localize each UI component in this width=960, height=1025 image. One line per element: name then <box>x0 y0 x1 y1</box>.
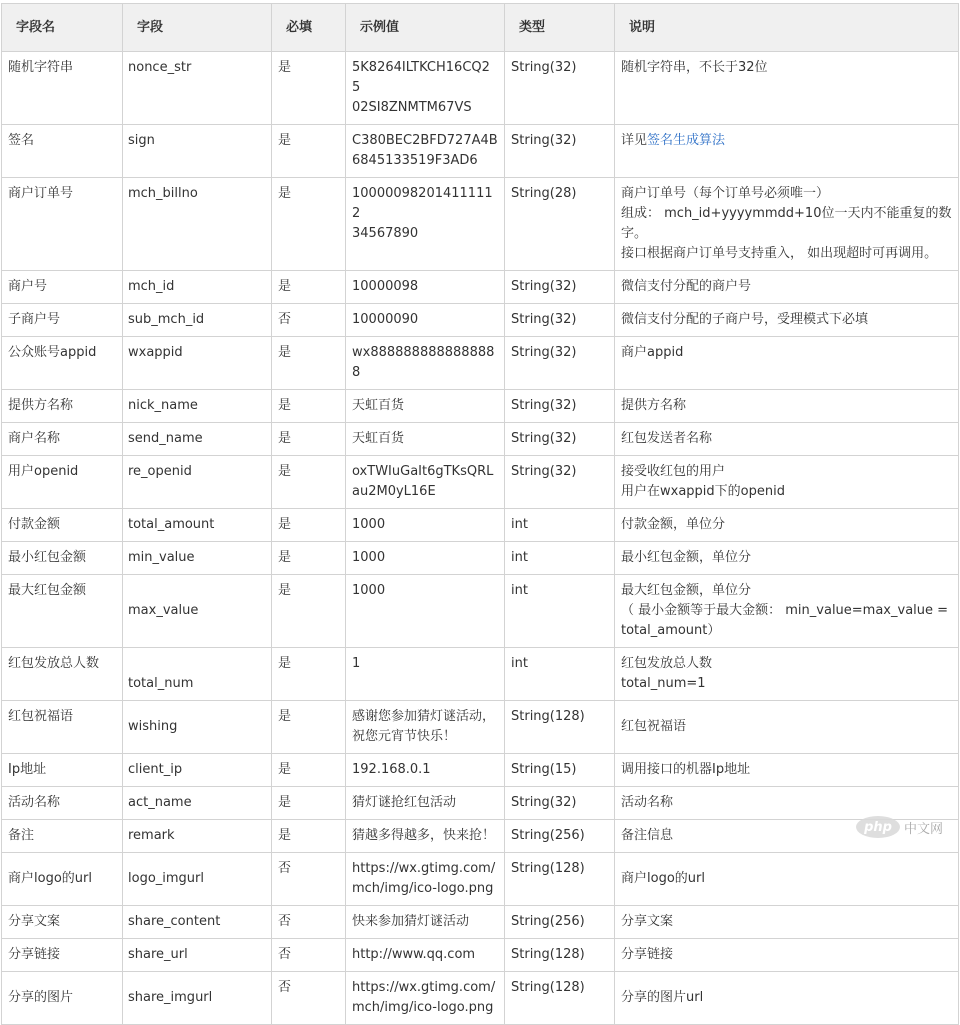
field-key-text: wishing <box>128 719 178 734</box>
description-line: 随机字符串，不长于32位 <box>621 60 768 75</box>
field-name-text: 商户订单号 <box>8 186 74 201</box>
required-text: 否 <box>278 861 292 876</box>
cell-example <box>346 52 505 125</box>
cell-example <box>346 337 505 390</box>
description-line: 调用接口的机器Ip地址 <box>621 762 751 777</box>
cell-field <box>123 853 272 906</box>
example-line: mch/img/ico-logo.png <box>352 881 494 896</box>
field-key-text: sign <box>128 133 155 148</box>
cell-example <box>346 820 505 853</box>
type-text: String(32) <box>511 795 577 810</box>
cell-required <box>272 972 346 1025</box>
cell-field-name <box>2 787 123 820</box>
cell-required <box>272 906 346 939</box>
cell-type <box>505 178 615 271</box>
table-header-row <box>2 4 959 52</box>
cell-field <box>123 509 272 542</box>
cell-example <box>346 542 505 575</box>
required-text: 是 <box>278 709 292 724</box>
cell-type <box>505 939 615 972</box>
field-name-text: 提供方名称 <box>8 398 74 413</box>
cell-field-name <box>2 939 123 972</box>
cell-example <box>346 972 505 1025</box>
example-line: 猜越多得越多，快来抢！ <box>352 828 496 843</box>
cell-field-name <box>2 509 123 542</box>
table-row <box>2 906 959 939</box>
cell-field-name <box>2 701 123 754</box>
cell-type <box>505 648 615 701</box>
cell-type <box>505 853 615 906</box>
type-text: String(256) <box>511 914 585 929</box>
cell-type <box>505 701 615 754</box>
cell-required <box>272 52 346 125</box>
type-text: String(15) <box>511 762 577 777</box>
field-key-text: share_url <box>128 947 188 962</box>
example-line: 感谢您参加猜灯谜活动， <box>352 709 496 724</box>
type-text: String(32) <box>511 133 577 148</box>
description-prefix: 详见 <box>621 133 648 148</box>
example-line: 5K8264ILTKCH16CQ25 <box>352 60 490 95</box>
type-text: int <box>511 656 528 671</box>
table-row <box>2 178 959 271</box>
required-text: 是 <box>278 186 292 201</box>
example-line: https://wx.gtimg.com/ <box>352 861 496 876</box>
table-row <box>2 754 959 787</box>
table-row <box>2 542 959 575</box>
example-line: 天虹百货 <box>352 398 405 413</box>
field-name-text: 红包发放总人数 <box>8 656 100 671</box>
cell-required <box>272 648 346 701</box>
description-line: 红包祝福语 <box>621 719 687 734</box>
description-line: 提供方名称 <box>621 398 687 413</box>
type-text: String(32) <box>511 398 577 413</box>
type-text: String(28) <box>511 186 577 201</box>
required-text: 是 <box>278 656 292 671</box>
table-row <box>2 575 959 648</box>
cell-example <box>346 509 505 542</box>
cell-field <box>123 972 272 1025</box>
cell-example <box>346 178 505 271</box>
cell-field-name <box>2 337 123 390</box>
cell-field <box>123 456 272 509</box>
cell-field <box>123 178 272 271</box>
example-line: 天虹百货 <box>352 431 405 446</box>
example-line: 10000098 <box>352 279 419 294</box>
field-key-text: min_value <box>128 550 195 565</box>
required-text: 是 <box>278 583 292 598</box>
required-text: 否 <box>278 947 292 962</box>
signature-algorithm-link[interactable]: 签名生成算法 <box>647 133 726 148</box>
field-name-text: 最大红包金额 <box>8 583 87 598</box>
cell-required <box>272 337 346 390</box>
cell-type <box>505 271 615 304</box>
cell-required <box>272 423 346 456</box>
field-key-text: logo_imgurl <box>128 871 204 886</box>
table-row <box>2 456 959 509</box>
example-line: 10000098201411111 2 <box>352 186 493 221</box>
example-line: https://wx.gtimg.com/ <box>352 980 496 995</box>
cell-field-name <box>2 271 123 304</box>
type-text: String(128) <box>511 861 585 876</box>
description-line: 商户appid <box>621 345 684 360</box>
field-name-text: 用户openid <box>8 464 79 479</box>
cell-type <box>505 754 615 787</box>
cell-description <box>615 754 959 787</box>
field-key-text: mch_id <box>128 279 175 294</box>
required-text: 是 <box>278 828 292 843</box>
cell-field-name <box>2 853 123 906</box>
type-text: String(32) <box>511 345 577 360</box>
cell-description <box>615 390 959 423</box>
table-row <box>2 125 959 178</box>
cell-field-name <box>2 648 123 701</box>
description-line: 微信支付分配的子商户号，受理模式下必填 <box>621 312 869 327</box>
required-text: 是 <box>278 464 292 479</box>
cell-description <box>615 52 959 125</box>
table-row <box>2 271 959 304</box>
cell-field <box>123 701 272 754</box>
description-line: 商户订单号（每个订单号必须唯一） <box>621 186 830 201</box>
cell-example <box>346 754 505 787</box>
field-key-text: share_content <box>128 914 221 929</box>
cell-description <box>615 304 959 337</box>
cell-required <box>272 390 346 423</box>
cell-field <box>123 423 272 456</box>
example-line: 快来参加猜灯谜活动 <box>352 914 470 929</box>
cell-field-name <box>2 754 123 787</box>
cell-required <box>272 304 346 337</box>
cell-required <box>272 754 346 787</box>
example-line: 1 <box>352 656 361 671</box>
required-text: 是 <box>278 60 292 75</box>
field-key-text: total_num <box>128 676 194 691</box>
cell-type <box>505 509 615 542</box>
required-text: 是 <box>278 279 292 294</box>
example-line: 1000 <box>352 550 386 565</box>
field-name-text: 最小红包金额 <box>8 550 87 565</box>
cell-example <box>346 939 505 972</box>
example-line: http://www.qq.com <box>352 947 476 962</box>
cell-field-name <box>2 575 123 648</box>
description-line: （ 最小金额等于最大金额： min_value=max_value =total_amount） <box>621 603 949 638</box>
cell-required <box>272 509 346 542</box>
cell-field <box>123 648 272 701</box>
cell-field <box>123 754 272 787</box>
example-line: 祝您元宵节快乐！ <box>352 729 457 744</box>
cell-field <box>123 820 272 853</box>
cell-field <box>123 542 272 575</box>
cell-description <box>615 178 959 271</box>
description-line: 分享的图片url <box>621 990 704 1005</box>
cell-example <box>346 125 505 178</box>
field-key-text: max_value <box>128 603 199 618</box>
type-text: int <box>511 517 528 532</box>
type-text: String(32) <box>511 312 577 327</box>
example-line: oxTWIuGaIt6gTKsQRL <box>352 464 494 479</box>
description-line: 接受收红包的用户 <box>621 464 726 479</box>
example-line: 34567890 <box>352 226 419 241</box>
cell-type <box>505 52 615 125</box>
description-line: 用户在wxappid下的openid <box>621 484 785 499</box>
cell-type <box>505 542 615 575</box>
cell-type <box>505 304 615 337</box>
cell-field <box>123 337 272 390</box>
cell-description <box>615 456 959 509</box>
description-line: 分享文案 <box>621 914 674 929</box>
header-field-name: 字段名 <box>2 4 123 52</box>
required-text: 是 <box>278 133 292 148</box>
cell-description <box>615 575 959 648</box>
cell-field <box>123 787 272 820</box>
table-row <box>2 701 959 754</box>
cell-description <box>615 701 959 754</box>
cell-field-name <box>2 125 123 178</box>
cell-type <box>505 906 615 939</box>
header-example: 示例值 <box>346 4 505 52</box>
cell-example <box>346 304 505 337</box>
header-required: 必填 <box>272 4 346 52</box>
example-line: C380BEC2BFD727A4B <box>352 133 498 148</box>
example-line: 10000090 <box>352 312 419 327</box>
required-text: 是 <box>278 398 292 413</box>
cell-example <box>346 575 505 648</box>
header-type: 类型 <box>505 4 615 52</box>
table-body <box>2 52 959 1025</box>
cell-example <box>346 423 505 456</box>
field-key-text: send_name <box>128 431 203 446</box>
cell-description <box>615 509 959 542</box>
field-name-text: 分享的图片 <box>8 990 74 1005</box>
field-key-text: wxappid <box>128 345 183 360</box>
example-line: 1000 <box>352 517 386 532</box>
field-key-text: client_ip <box>128 762 183 777</box>
cell-field-name <box>2 456 123 509</box>
cell-type <box>505 820 615 853</box>
field-key-text: sub_mch_id <box>128 312 205 327</box>
type-text: int <box>511 550 528 565</box>
field-name-text: 付款金额 <box>8 517 61 532</box>
cell-description <box>615 906 959 939</box>
cell-required <box>272 125 346 178</box>
table-row <box>2 509 959 542</box>
cell-type <box>505 125 615 178</box>
cell-field <box>123 52 272 125</box>
header-description: 说明 <box>615 4 959 52</box>
cell-description <box>615 337 959 390</box>
cell-field-name <box>2 178 123 271</box>
type-text: String(32) <box>511 60 577 75</box>
cell-description <box>615 972 959 1025</box>
table-row <box>2 52 959 125</box>
cell-description <box>615 423 959 456</box>
field-key-text: nonce_str <box>128 60 192 75</box>
cell-field <box>123 390 272 423</box>
header-field: 字段 <box>123 4 272 52</box>
required-text: 是 <box>278 517 292 532</box>
cell-field <box>123 939 272 972</box>
table-row <box>2 304 959 337</box>
field-key-text: share_imgurl <box>128 990 213 1005</box>
description-line: 最小红包金额，单位分 <box>621 550 752 565</box>
table-row <box>2 853 959 906</box>
cell-field-name <box>2 304 123 337</box>
cell-required <box>272 178 346 271</box>
description-line: 组成： mch_id+yyyymmdd+10位一天内不能重复的数字。 <box>621 206 952 241</box>
field-name-text: 商户logo的url <box>8 871 92 886</box>
description-line: 付款金额，单位分 <box>621 517 726 532</box>
example-line: mch/img/ico-logo.png <box>352 1000 494 1015</box>
table-row <box>2 648 959 701</box>
cell-description <box>615 542 959 575</box>
field-key-text: re_openid <box>128 464 192 479</box>
cell-example <box>346 853 505 906</box>
field-name-text: 活动名称 <box>8 795 61 810</box>
cell-field <box>123 125 272 178</box>
type-text: String(32) <box>511 464 577 479</box>
field-key-text: total_amount <box>128 517 215 532</box>
table-row <box>2 939 959 972</box>
cell-field-name <box>2 972 123 1025</box>
table-row <box>2 337 959 390</box>
example-line: 02SI8ZNMTM67VS <box>352 100 472 115</box>
field-name-text: 分享链接 <box>8 947 61 962</box>
type-text: String(128) <box>511 947 585 962</box>
cell-type <box>505 787 615 820</box>
cell-example <box>346 787 505 820</box>
params-table <box>1 3 959 1025</box>
description-line: 备注信息 <box>621 828 674 843</box>
field-name-text: 备注 <box>8 828 35 843</box>
field-key-text: nick_name <box>128 398 198 413</box>
required-text: 否 <box>278 312 292 327</box>
field-name-text: 子商户号 <box>8 312 61 327</box>
type-text: String(128) <box>511 709 585 724</box>
type-text: String(256) <box>511 828 585 843</box>
required-text: 是 <box>278 550 292 565</box>
required-text: 是 <box>278 431 292 446</box>
cell-example <box>346 701 505 754</box>
field-name-text: Ip地址 <box>8 762 47 777</box>
description-line: 红包发放总人数 <box>621 656 713 671</box>
description-line: 接口根据商户订单号支持重入， 如出现超时可再调用。 <box>621 246 938 261</box>
cell-required <box>272 575 346 648</box>
description-line: 活动名称 <box>621 795 674 810</box>
php-logo-icon: php <box>856 816 900 838</box>
cell-example <box>346 390 505 423</box>
required-text: 是 <box>278 762 292 777</box>
cell-example <box>346 906 505 939</box>
table-row <box>2 390 959 423</box>
cell-field-name <box>2 52 123 125</box>
cell-field-name <box>2 820 123 853</box>
cell-required <box>272 787 346 820</box>
cell-description <box>615 271 959 304</box>
description-line: 红包发送者名称 <box>621 431 713 446</box>
field-name-text: 公众账号appid <box>8 345 97 360</box>
cell-required <box>272 939 346 972</box>
site-watermark <box>856 814 956 840</box>
field-name-text: 红包祝福语 <box>8 709 74 724</box>
cell-description <box>615 939 959 972</box>
example-line: 猜灯谜抢红包活动 <box>352 795 457 810</box>
cell-field <box>123 304 272 337</box>
cell-example <box>346 271 505 304</box>
example-line: au2M0yL16E <box>352 484 436 499</box>
cell-required <box>272 820 346 853</box>
description-line: total_num=1 <box>621 676 706 691</box>
field-key-text: mch_billno <box>128 186 198 201</box>
example-line: 1000 <box>352 583 386 598</box>
field-name-text: 随机字符串 <box>8 60 74 75</box>
cell-field-name <box>2 906 123 939</box>
watermark-text: 中文网 <box>904 821 944 837</box>
required-text: 否 <box>278 980 292 995</box>
description-line: 商户logo的url <box>621 871 705 886</box>
description-line: 最大红包金额，单位分 <box>621 583 752 598</box>
field-name-text: 签名 <box>8 133 35 148</box>
cell-example <box>346 456 505 509</box>
table-row <box>2 972 959 1025</box>
example-line: 6845133519F3AD6 <box>352 153 478 168</box>
field-key-text: remark <box>128 828 175 843</box>
table-row <box>2 423 959 456</box>
cell-required <box>272 853 346 906</box>
cell-description <box>615 853 959 906</box>
cell-type <box>505 423 615 456</box>
cell-required <box>272 542 346 575</box>
cell-field-name <box>2 390 123 423</box>
type-text: int <box>511 583 528 598</box>
cell-type <box>505 456 615 509</box>
cell-required <box>272 701 346 754</box>
required-text: 否 <box>278 914 292 929</box>
cell-type <box>505 575 615 648</box>
required-text: 是 <box>278 795 292 810</box>
field-name-text: 商户名称 <box>8 431 61 446</box>
cell-field <box>123 575 272 648</box>
cell-field-name <box>2 423 123 456</box>
cell-field <box>123 271 272 304</box>
cell-type <box>505 972 615 1025</box>
description-line: 分享链接 <box>621 947 674 962</box>
cell-description <box>615 648 959 701</box>
cell-required <box>272 271 346 304</box>
description-line: 微信支付分配的商户号 <box>621 279 752 294</box>
field-name-text: 分享文案 <box>8 914 61 929</box>
type-text: String(32) <box>511 431 577 446</box>
table-row <box>2 820 959 853</box>
cell-type <box>505 390 615 423</box>
cell-type <box>505 337 615 390</box>
example-line: wx8888888888888888 <box>352 345 495 380</box>
type-text: String(128) <box>511 980 585 995</box>
type-text: String(32) <box>511 279 577 294</box>
cell-field-name <box>2 542 123 575</box>
cell-field <box>123 906 272 939</box>
table-row <box>2 787 959 820</box>
field-name-text: 商户号 <box>8 279 48 294</box>
cell-required <box>272 456 346 509</box>
cell-description <box>615 125 959 178</box>
example-line: 192.168.0.1 <box>352 762 431 777</box>
field-key-text: act_name <box>128 795 192 810</box>
cell-example <box>346 648 505 701</box>
required-text: 是 <box>278 345 292 360</box>
